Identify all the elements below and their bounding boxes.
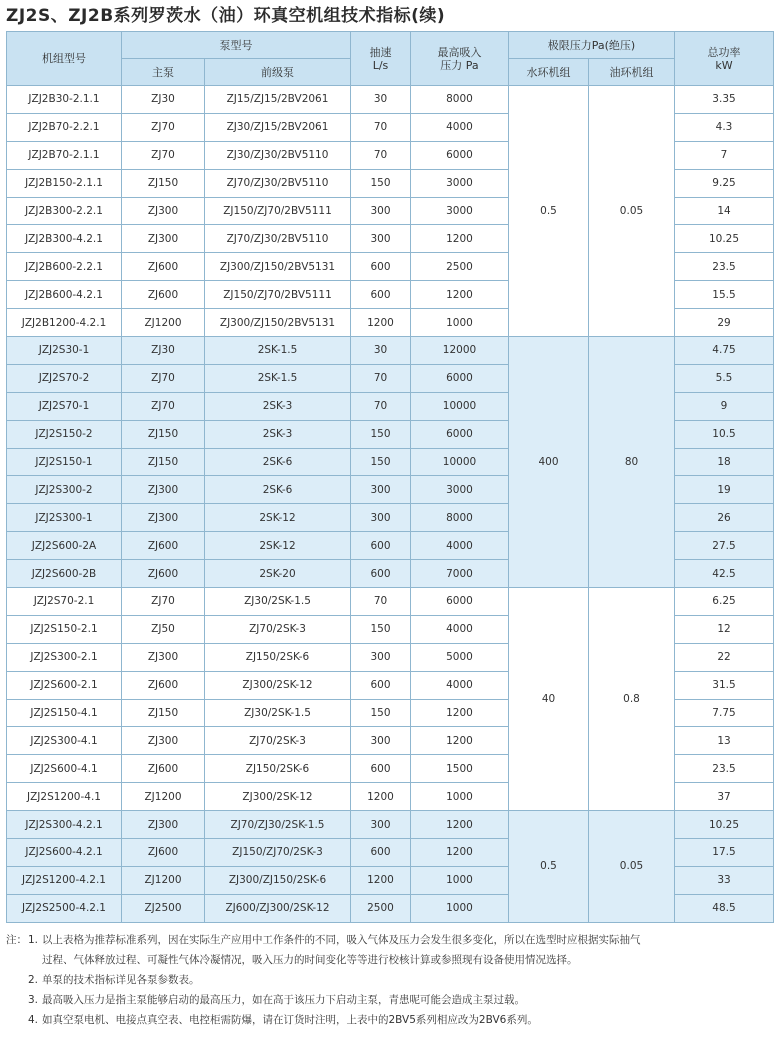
cell-fore-pump: ZJ150/2SK-6 [205,755,351,783]
cell-speed: 70 [351,113,411,141]
cell-speed: 70 [351,392,411,420]
cell-model: JZJ2S70-2 [7,364,122,392]
header-main-pump: 主泵 [122,59,205,86]
cell-max-inlet: 8000 [411,504,509,532]
cell-speed: 600 [351,532,411,560]
cell-power: 13 [675,727,774,755]
cell-speed: 600 [351,560,411,588]
cell-max-inlet: 6000 [411,588,509,616]
cell-power: 5.5 [675,364,774,392]
cell-speed: 1200 [351,866,411,894]
cell-power: 7.75 [675,699,774,727]
cell-main-pump: ZJ300 [122,727,205,755]
cell-power: 3.35 [675,86,774,114]
cell-main-pump: ZJ300 [122,811,205,839]
cell-speed: 300 [351,727,411,755]
cell-fore-pump: ZJ70/ZJ30/2BV5110 [205,225,351,253]
cell-power: 7 [675,141,774,169]
cell-model: JZJ2B1200-4.2.1 [7,309,122,337]
cell-water-ring-pressure: 0.5 [509,811,589,923]
cell-max-inlet: 1200 [411,699,509,727]
cell-speed: 300 [351,225,411,253]
cell-fore-pump: ZJ70/ZJ30/2BV5110 [205,169,351,197]
cell-water-ring-pressure: 40 [509,588,589,811]
cell-max-inlet: 1000 [411,783,509,811]
cell-max-inlet: 1200 [411,811,509,839]
cell-main-pump: ZJ600 [122,253,205,281]
cell-power: 12 [675,615,774,643]
header-power: 总功率 kW [675,32,774,86]
note-item [6,1010,774,1030]
cell-power: 17.5 [675,839,774,867]
cell-power: 23.5 [675,755,774,783]
note-number: 2. [28,974,39,986]
cell-main-pump: ZJ600 [122,281,205,309]
cell-power: 42.5 [675,560,774,588]
cell-main-pump: ZJ70 [122,588,205,616]
cell-model: JZJ2S150-1 [7,448,122,476]
cell-speed: 30 [351,86,411,114]
cell-main-pump: ZJ600 [122,755,205,783]
note-item [6,990,774,1010]
cell-speed: 30 [351,337,411,365]
cell-main-pump: ZJ70 [122,392,205,420]
header-speed: 抽速 L/s [351,32,411,86]
table-row [7,588,774,616]
cell-fore-pump: 2SK-12 [205,504,351,532]
note-number: 1. [28,934,39,946]
cell-main-pump: ZJ1200 [122,866,205,894]
header-ultimate-pressure: 极限压力Pa(绝压) [509,32,675,59]
notes-lead: 注： [6,934,27,946]
cell-power: 10.25 [675,225,774,253]
header-max-inlet: 最高吸入 压力 Pa [411,32,509,86]
cell-max-inlet: 4000 [411,113,509,141]
cell-speed: 70 [351,364,411,392]
table-row [7,811,774,839]
cell-speed: 300 [351,197,411,225]
cell-max-inlet: 3000 [411,169,509,197]
cell-main-pump: ZJ600 [122,560,205,588]
cell-power: 15.5 [675,281,774,309]
cell-speed: 600 [351,281,411,309]
cell-fore-pump: ZJ150/ZJ70/2BV5111 [205,197,351,225]
cell-max-inlet: 6000 [411,420,509,448]
cell-main-pump: ZJ600 [122,671,205,699]
cell-fore-pump: ZJ15/ZJ15/2BV2061 [205,86,351,114]
header-model: 机组型号 [7,32,122,86]
cell-power: 18 [675,448,774,476]
cell-main-pump: ZJ300 [122,476,205,504]
cell-fore-pump: ZJ70/2SK-3 [205,615,351,643]
cell-speed: 300 [351,504,411,532]
cell-max-inlet: 4000 [411,615,509,643]
cell-main-pump: ZJ300 [122,504,205,532]
cell-model: JZJ2S1200-4.2.1 [7,866,122,894]
cell-max-inlet: 1200 [411,727,509,755]
spec-table [6,31,774,923]
cell-main-pump: ZJ1200 [122,783,205,811]
cell-model: JZJ2S150-2.1 [7,615,122,643]
table-header [7,32,774,86]
cell-fore-pump: ZJ300/ZJ150/2BV5131 [205,309,351,337]
cell-speed: 150 [351,699,411,727]
cell-power: 9.25 [675,169,774,197]
cell-main-pump: ZJ70 [122,364,205,392]
cell-model: JZJ2S600-4.2.1 [7,839,122,867]
cell-max-inlet: 1500 [411,755,509,783]
cell-power: 33 [675,866,774,894]
cell-model: JZJ2B70-2.2.1 [7,113,122,141]
cell-speed: 600 [351,253,411,281]
cell-power: 6.25 [675,588,774,616]
cell-model: JZJ2S300-2 [7,476,122,504]
cell-water-ring-pressure: 0.5 [509,86,589,337]
cell-fore-pump: ZJ30/ZJ30/2BV5110 [205,141,351,169]
cell-max-inlet: 1200 [411,281,509,309]
cell-max-inlet: 4000 [411,532,509,560]
cell-model: JZJ2S70-1 [7,392,122,420]
cell-power: 26 [675,504,774,532]
cell-power: 27.5 [675,532,774,560]
cell-max-inlet: 7000 [411,560,509,588]
cell-fore-pump: 2SK-1.5 [205,364,351,392]
cell-model: JZJ2S600-4.1 [7,755,122,783]
cell-fore-pump: 2SK-6 [205,476,351,504]
cell-model: JZJ2S30-1 [7,337,122,365]
cell-power: 4.75 [675,337,774,365]
note-text: 单泵的技术指标详见各泵参数表。 [42,974,200,986]
cell-power: 9 [675,392,774,420]
cell-power: 22 [675,643,774,671]
header-water-ring: 水环机组 [509,59,589,86]
cell-main-pump: ZJ30 [122,337,205,365]
cell-max-inlet: 12000 [411,337,509,365]
cell-max-inlet: 6000 [411,364,509,392]
cell-speed: 1200 [351,783,411,811]
cell-max-inlet: 1200 [411,839,509,867]
cell-model: JZJ2S2500-4.2.1 [7,894,122,922]
cell-max-inlet: 1000 [411,866,509,894]
table-body [7,86,774,923]
cell-model: JZJ2B300-2.2.1 [7,197,122,225]
cell-speed: 2500 [351,894,411,922]
cell-speed: 150 [351,448,411,476]
notes [6,930,774,1030]
note-item [6,970,774,990]
cell-power: 29 [675,309,774,337]
cell-main-pump: ZJ300 [122,643,205,671]
cell-main-pump: ZJ30 [122,86,205,114]
note-text: 如真空泵电机、电接点真空表、电控柜需防爆，请在订货时注明，上表中的2BV5系列相应改为2BV6系列。 [42,1014,538,1026]
cell-main-pump: ZJ600 [122,532,205,560]
cell-main-pump: ZJ70 [122,141,205,169]
table-row [7,337,774,365]
cell-speed: 600 [351,671,411,699]
cell-speed: 1200 [351,309,411,337]
cell-main-pump: ZJ2500 [122,894,205,922]
cell-max-inlet: 3000 [411,476,509,504]
cell-model: JZJ2S600-2A [7,532,122,560]
cell-main-pump: ZJ300 [122,197,205,225]
cell-fore-pump: ZJ70/ZJ30/2SK-1.5 [205,811,351,839]
cell-oil-ring-pressure: 0.05 [589,86,675,337]
note-number: 3. [28,994,39,1006]
cell-max-inlet: 1000 [411,894,509,922]
cell-fore-pump: ZJ150/2SK-6 [205,643,351,671]
cell-model: JZJ2S600-2B [7,560,122,588]
cell-fore-pump: ZJ300/2SK-12 [205,671,351,699]
cell-speed: 300 [351,811,411,839]
cell-model: JZJ2S600-2.1 [7,671,122,699]
page-title: ZJ2S、ZJ2B系列罗茨水（油）环真空机组技术指标(续) [6,6,446,26]
cell-fore-pump: ZJ150/ZJ70/2BV5111 [205,281,351,309]
cell-power: 19 [675,476,774,504]
cell-main-pump: ZJ150 [122,448,205,476]
cell-max-inlet: 10000 [411,448,509,476]
cell-power: 23.5 [675,253,774,281]
cell-max-inlet: 6000 [411,141,509,169]
note-text: 最高吸入压力是指主泵能够启动的最高压力，如在高于该压力下启动主泵，青患呢可能会造成主泵过载。 [42,994,525,1006]
cell-speed: 300 [351,643,411,671]
cell-fore-pump: 2SK-1.5 [205,337,351,365]
cell-model: JZJ2B300-4.2.1 [7,225,122,253]
cell-main-pump: ZJ600 [122,839,205,867]
cell-model: JZJ2S1200-4.1 [7,783,122,811]
cell-water-ring-pressure: 400 [509,337,589,588]
cell-power: 10.5 [675,420,774,448]
cell-fore-pump: ZJ70/2SK-3 [205,727,351,755]
header-oil-ring: 油环机组 [589,59,675,86]
cell-fore-pump: 2SK-3 [205,392,351,420]
cell-speed: 600 [351,755,411,783]
cell-fore-pump: 2SK-20 [205,560,351,588]
cell-power: 4.3 [675,113,774,141]
cell-speed: 300 [351,476,411,504]
cell-power: 48.5 [675,894,774,922]
cell-model: JZJ2S150-2 [7,420,122,448]
cell-max-inlet: 10000 [411,392,509,420]
cell-model: JZJ2S300-4.1 [7,727,122,755]
cell-fore-pump: ZJ300/ZJ150/2BV5131 [205,253,351,281]
cell-model: JZJ2S150-4.1 [7,699,122,727]
cell-power: 10.25 [675,811,774,839]
cell-fore-pump: 2SK-12 [205,532,351,560]
cell-oil-ring-pressure: 0.8 [589,588,675,811]
cell-fore-pump: 2SK-6 [205,448,351,476]
header-pump-model: 泵型号 [122,32,351,59]
cell-fore-pump: ZJ300/2SK-12 [205,783,351,811]
note-number: 4. [28,1014,39,1026]
cell-model: JZJ2B600-2.2.1 [7,253,122,281]
cell-model: JZJ2S70-2.1 [7,588,122,616]
cell-power: 37 [675,783,774,811]
cell-main-pump: ZJ50 [122,615,205,643]
cell-speed: 70 [351,588,411,616]
note-continuation: 过程、气体释放过程、可凝性气体冷凝情况，吸入压力的时间变化等等进行校核计算或参照现有设备使用情况选择。 [42,954,578,966]
cell-oil-ring-pressure: 80 [589,337,675,588]
cell-fore-pump: 2SK-3 [205,420,351,448]
cell-power: 31.5 [675,671,774,699]
note-item [6,930,774,950]
cell-speed: 150 [351,615,411,643]
cell-model: JZJ2B150-2.1.1 [7,169,122,197]
cell-model: JZJ2S300-2.1 [7,643,122,671]
cell-fore-pump: ZJ30/2SK-1.5 [205,588,351,616]
cell-main-pump: ZJ150 [122,699,205,727]
cell-fore-pump: ZJ300/ZJ150/2SK-6 [205,866,351,894]
cell-speed: 600 [351,839,411,867]
cell-main-pump: ZJ150 [122,420,205,448]
cell-max-inlet: 4000 [411,671,509,699]
cell-max-inlet: 5000 [411,643,509,671]
cell-max-inlet: 8000 [411,86,509,114]
cell-max-inlet: 1000 [411,309,509,337]
cell-speed: 150 [351,420,411,448]
cell-speed: 150 [351,169,411,197]
cell-speed: 70 [351,141,411,169]
cell-oil-ring-pressure: 0.05 [589,811,675,923]
cell-fore-pump: ZJ150/ZJ70/2SK-3 [205,839,351,867]
cell-power: 14 [675,197,774,225]
cell-model: JZJ2B30-2.1.1 [7,86,122,114]
cell-model: JZJ2S300-4.2.1 [7,811,122,839]
cell-max-inlet: 1200 [411,225,509,253]
cell-model: JZJ2B70-2.1.1 [7,141,122,169]
cell-main-pump: ZJ150 [122,169,205,197]
cell-max-inlet: 3000 [411,197,509,225]
header-fore-pump: 前级泵 [205,59,351,86]
cell-main-pump: ZJ1200 [122,309,205,337]
cell-max-inlet: 2500 [411,253,509,281]
cell-fore-pump: ZJ30/ZJ15/2BV2061 [205,113,351,141]
cell-fore-pump: ZJ30/2SK-1.5 [205,699,351,727]
note-text: 以上表格为推荐标准系列，因在实际生产应用中工作条件的不同，吸入气体及压力会发生很多变化，所以在选型时应根据实际抽气 [42,934,641,946]
cell-model: JZJ2S300-1 [7,504,122,532]
cell-main-pump: ZJ70 [122,113,205,141]
table-row [7,86,774,114]
cell-main-pump: ZJ300 [122,225,205,253]
cell-fore-pump: ZJ600/ZJ300/2SK-12 [205,894,351,922]
cell-model: JZJ2B600-4.2.1 [7,281,122,309]
